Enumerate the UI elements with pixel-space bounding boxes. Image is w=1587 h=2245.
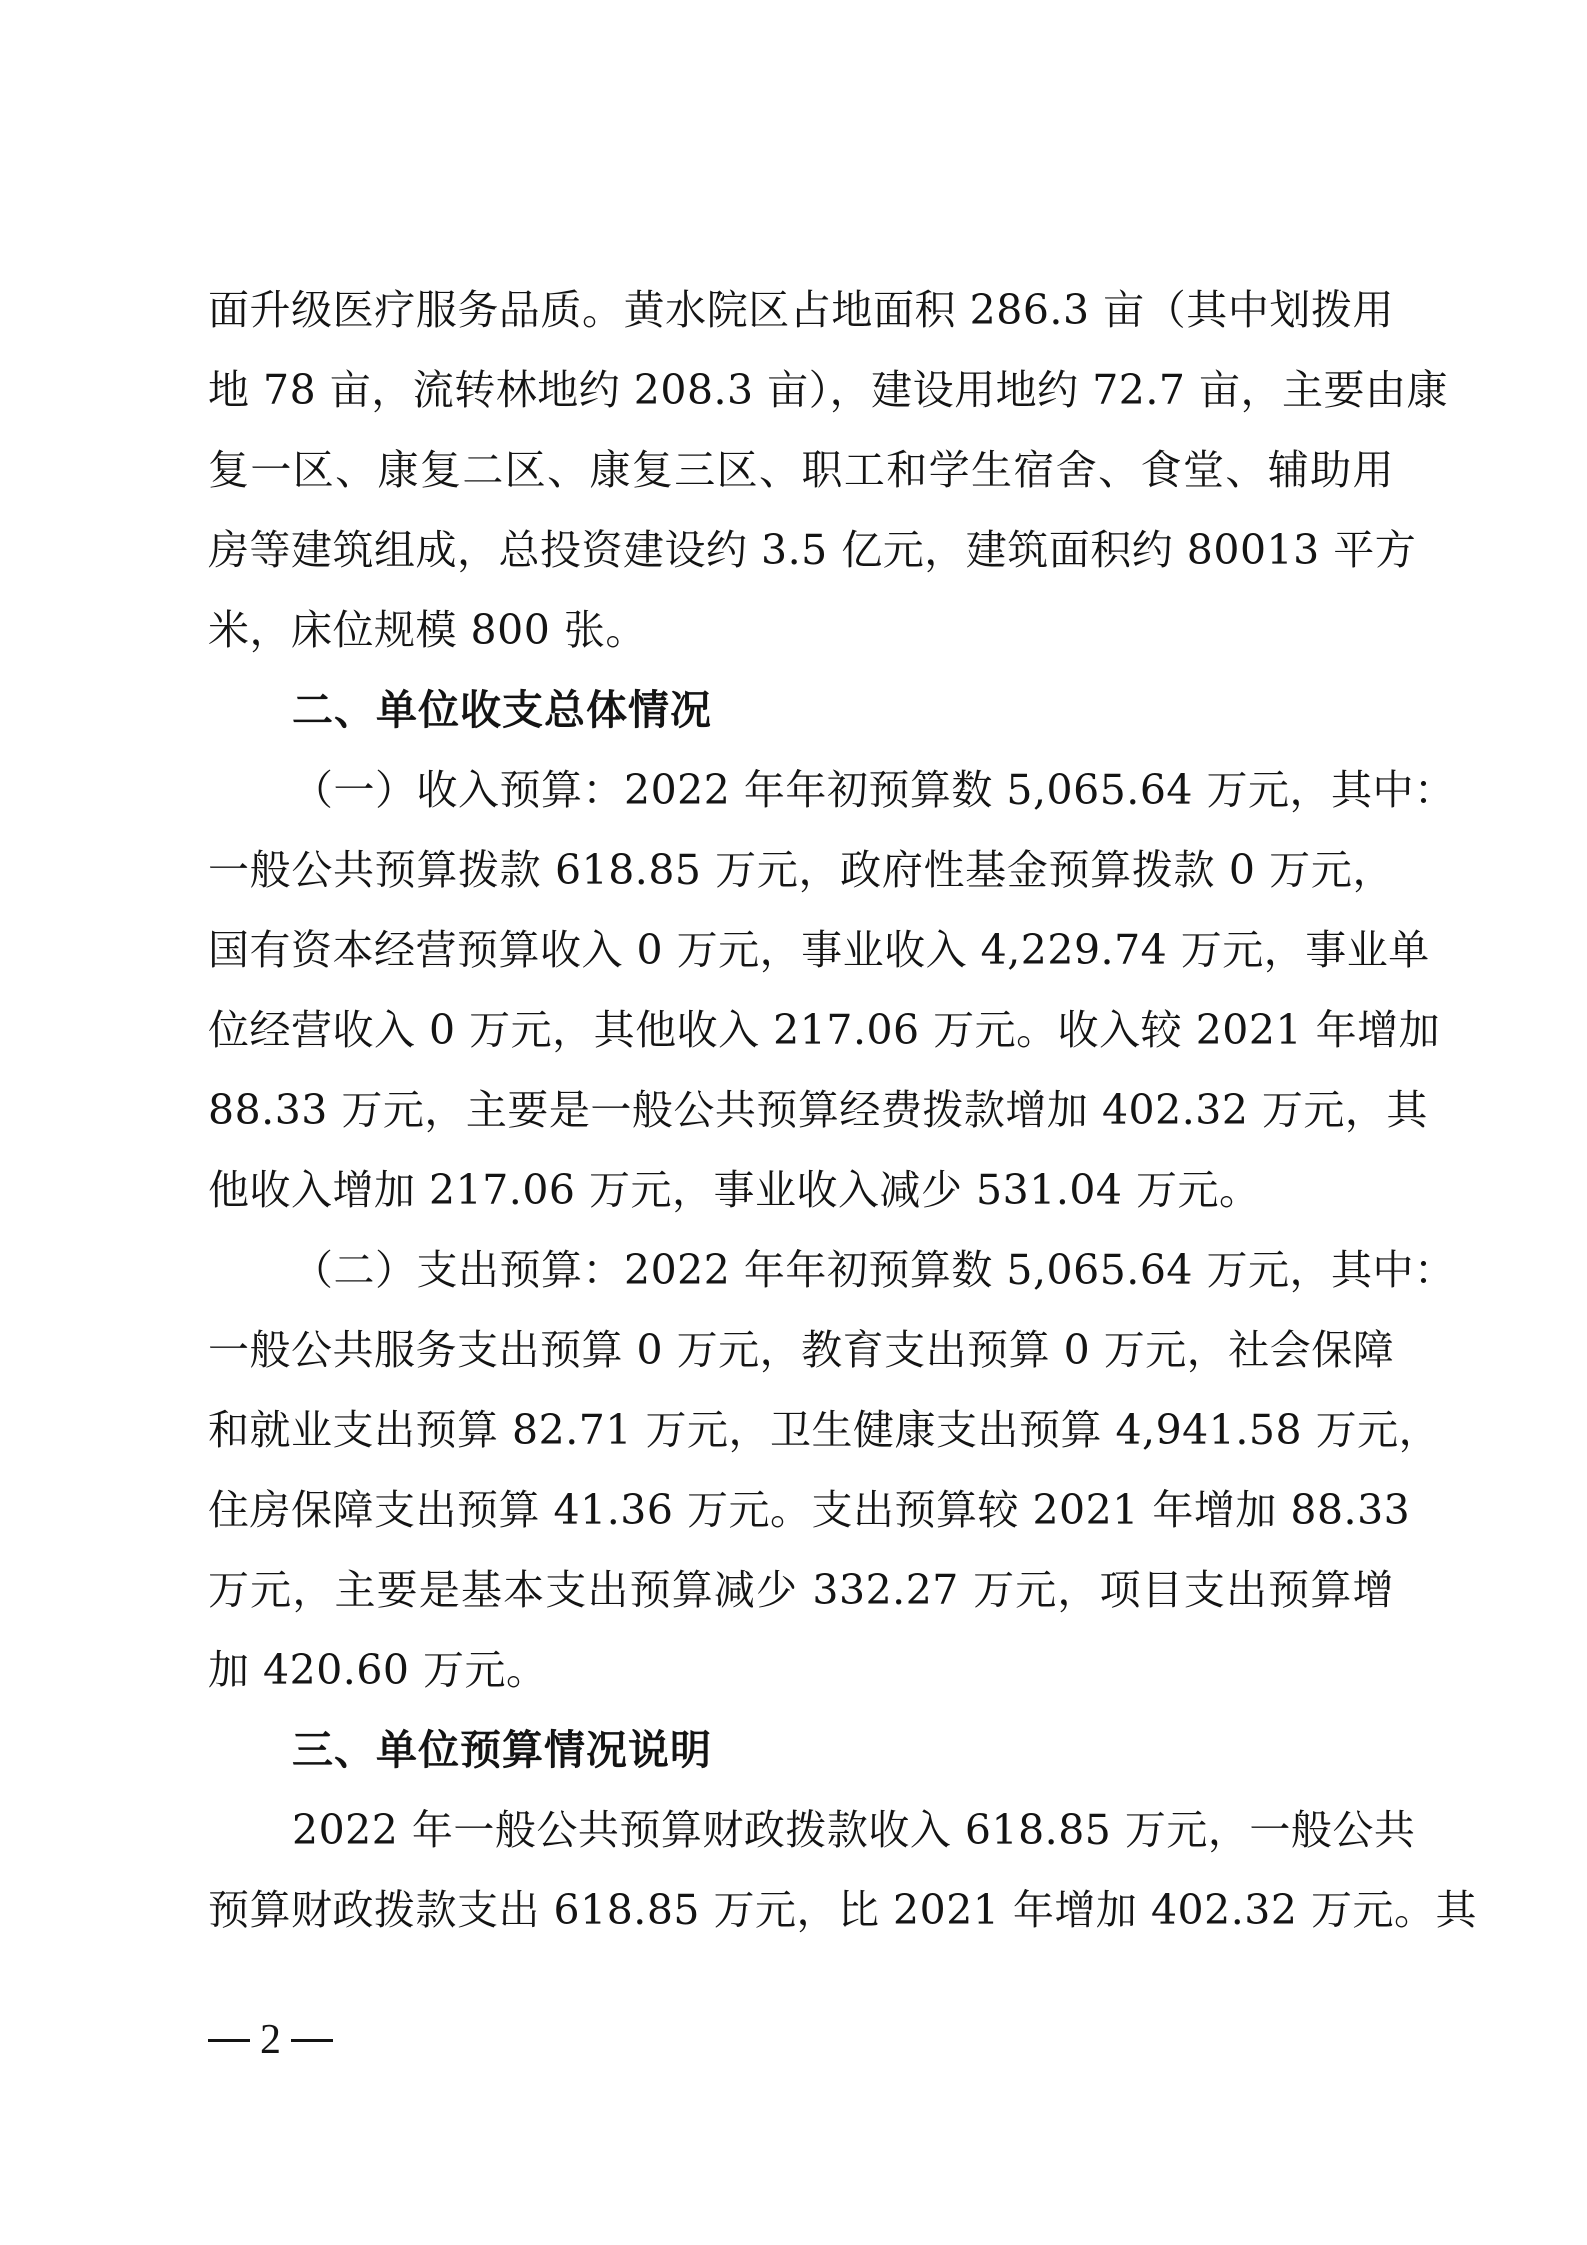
text-line: 房等建筑组成，总投资建设约 3.5 亿元，建筑面积约 80013 平方 [208, 526, 1417, 574]
text-line: 面升级医疗服务品质。黄水院区占地面积 286.3 亩（其中划拨用 [208, 286, 1394, 334]
text-line: 一般公共服务支出预算 0 万元，教育支出预算 0 万元，社会保障 [208, 1326, 1395, 1374]
text-line: 加 420.60 万元。 [208, 1646, 548, 1694]
text-line: 2022 年一般公共预算财政拨款收入 618.85 万元，一般公共 [292, 1806, 1416, 1854]
text-line: 88.33 万元，主要是一般公共预算经费拨款增加 402.32 万元，其 [208, 1086, 1428, 1134]
text-line: （一）收入预算：2022 年年初预算数 5,065.64 万元，其中： [292, 766, 1456, 814]
text-line: 一般公共预算拨款 618.85 万元，政府性基金预算拨款 0 万元， [208, 846, 1394, 894]
text-line: （二）支出预算：2022 年年初预算数 5,065.64 万元，其中： [292, 1246, 1456, 1294]
text-line: 和就业支出预算 82.71 万元，卫生健康支出预算 4,941.58 万元， [208, 1406, 1441, 1454]
text-line: 米，床位规模 800 张。 [208, 606, 647, 654]
text-line: 住房保障支出预算 41.36 万元。支出预算较 2021 年增加 88.33 [208, 1486, 1411, 1534]
text-line: 地 78 亩，流转林地约 208.3 亩），建设用地约 72.7 亩，主要由康 [208, 366, 1449, 414]
text-line: 万元，主要是基本支出预算减少 332.27 万元，项目支出预算增 [208, 1566, 1394, 1614]
dash-left [208, 2039, 250, 2042]
page-footer [208, 2010, 333, 2070]
text-line: 复一区、康复二区、康复三区、职工和学生宿舍、食堂、辅助用 [208, 446, 1394, 494]
text-line: 位经营收入 0 万元，其他收入 217.06 万元。收入较 2021 年增加 [208, 1006, 1441, 1054]
dash-right [291, 2039, 333, 2042]
page-number: 2 [260, 2017, 281, 2063]
section-heading-3: 三、单位预算情况说明 [292, 1726, 712, 1774]
text-line: 国有资本经营预算收入 0 万元，事业收入 4,229.74 万元，事业单 [208, 926, 1430, 974]
text-line: 他收入增加 217.06 万元，事业收入减少 531.04 万元。 [208, 1166, 1261, 1214]
section-heading-2: 二、单位收支总体情况 [292, 686, 712, 734]
text-line: 预算财政拨款支出 618.85 万元，比 2021 年增加 402.32 万元。其 [208, 1886, 1477, 1934]
